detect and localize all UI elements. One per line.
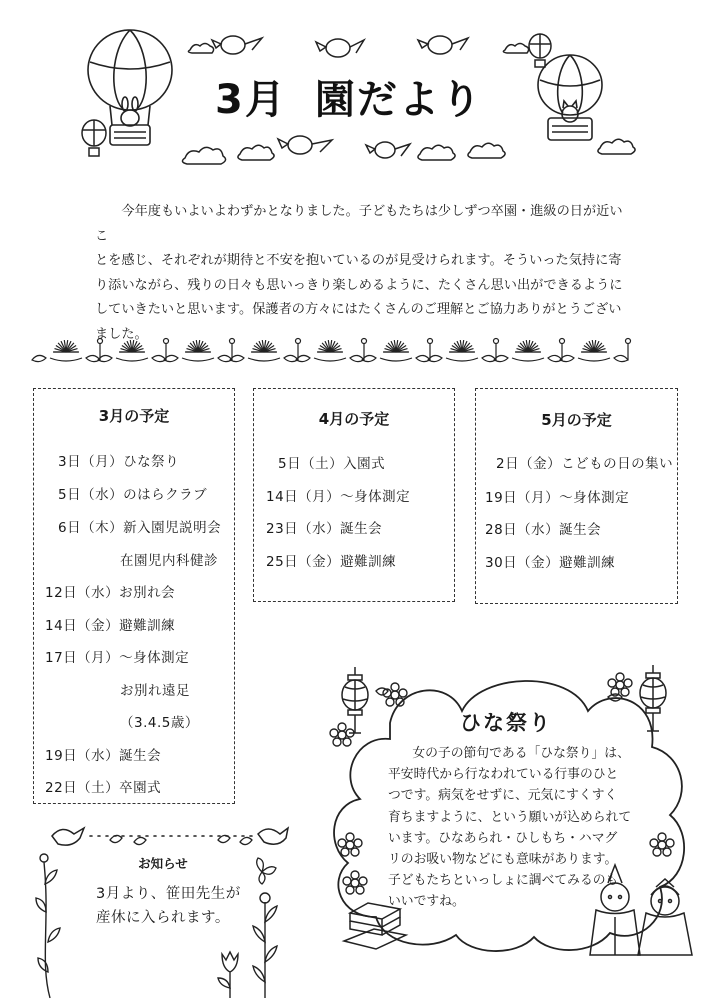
schedule-event: 5日（土）入園式	[278, 456, 386, 472]
notice-line: 3月より、笹田先生が	[96, 886, 241, 902]
dandelion-icon	[362, 339, 433, 362]
schedule-event: 3日（月）ひな祭り	[58, 454, 180, 470]
small-balloon-right-icon	[529, 34, 551, 67]
schedule-event: 17日（月）～身体測定	[45, 650, 190, 666]
hina-line: 女の子の節句である「ひな祭り」は、	[412, 746, 630, 761]
tulip-icon	[218, 952, 238, 998]
title-month: 3月	[215, 77, 287, 123]
march-schedule-heading: 3月の予定	[98, 407, 170, 425]
schedule-event: 19日（水）誕生会	[45, 748, 162, 764]
schedule-event: 23日（水）誕生会	[266, 521, 383, 537]
dandelion-icon	[494, 339, 565, 362]
dandelion-icon	[164, 339, 235, 362]
hot-air-balloon-cat-icon	[538, 55, 602, 140]
intro-line: り添いながら、残りの日々も思いっきり楽しめるように、たくさん思い出ができるように	[95, 277, 623, 293]
notice-title: お知らせ	[138, 856, 188, 871]
schedule-event: 14日（金）避難訓練	[45, 618, 176, 634]
schedule-event: 22日（土）卒園式	[45, 780, 162, 796]
notice-line: 産休に入られます。	[96, 910, 230, 926]
schedule-event: 28日（水）誕生会	[485, 522, 602, 538]
title-text: 園だより	[314, 77, 483, 123]
schedule-event: 30日（金）避難訓練	[485, 555, 616, 571]
april-schedule-box	[253, 388, 455, 602]
dandelion-icon	[428, 339, 499, 362]
dandelion-icon	[32, 339, 103, 362]
schedule-event: 25日（金）避難訓練	[266, 554, 397, 570]
schedule-event: 19日（月）～身体測定	[485, 490, 630, 506]
schedule-event: （3.4.5歳）	[120, 715, 199, 731]
dandelion-icon	[98, 339, 169, 362]
schedule-event: 14日（月）～身体測定	[266, 489, 411, 505]
lantern-left-icon	[342, 667, 368, 733]
hina-line: 子どもたちといっしょに調べてみるのも	[388, 873, 619, 889]
intro-line: ました。	[95, 326, 148, 342]
schedule-event: 在園児内科健診	[120, 553, 218, 569]
schedule-event: 2日（金）こどもの日の集い	[496, 456, 674, 472]
intro-line: 今年度もいよいよわずかとなりました。子どもたちは少しずつ卒園・進級の日が近いこ	[95, 204, 623, 244]
page-title	[215, 70, 485, 130]
hina-line: 育ちますように、という願いが込められて	[388, 809, 632, 825]
dandelion-icon	[296, 339, 367, 362]
march-schedule-box	[33, 388, 235, 804]
intro-line: とを感じ、それぞれが期待と不安を抱いているのが見受けられます。そういった気持に寄	[95, 253, 622, 269]
hina-paragraph	[388, 743, 633, 913]
dandelion-divider	[40, 330, 670, 370]
hina-title: ひな祭り	[460, 711, 552, 735]
schedule-event: お別れ遠足	[120, 683, 190, 699]
hina-line: リのお吸い物などにも意味があります。	[388, 852, 618, 868]
schedule-event: 5日（水）のはらクラブ	[58, 487, 208, 503]
butterfly-icon	[257, 858, 276, 884]
notice-body	[96, 882, 276, 930]
intro-line: していきたいと思います。保護者の方々にはたくさんのご理解とご協力ありがとうござい	[95, 302, 622, 318]
hot-air-balloon-rabbit-icon	[88, 30, 172, 145]
hina-line: います。ひなあられ・ひしもち・ハマグ	[388, 830, 618, 846]
flower-vine-left-icon	[36, 854, 60, 998]
may-schedule-heading: 5月の予定	[541, 411, 612, 429]
schedule-event: 12日（水）お別れ会	[45, 585, 176, 601]
schedule-event: 6日（木）新入園児説明会	[58, 520, 222, 536]
may-schedule-box	[475, 388, 678, 604]
hina-line: つです。病気をせずに、元気にすくすく	[388, 788, 618, 804]
hina-line: 平安時代から行なわれている行事のひと	[388, 767, 619, 783]
april-schedule-heading: 4月の予定	[318, 410, 390, 428]
hina-line: いいですね。	[388, 894, 465, 910]
intro-paragraph	[95, 200, 630, 348]
dandelion-icon	[560, 339, 631, 362]
dandelion-icon	[230, 339, 301, 362]
small-balloon-left-icon	[82, 120, 106, 156]
